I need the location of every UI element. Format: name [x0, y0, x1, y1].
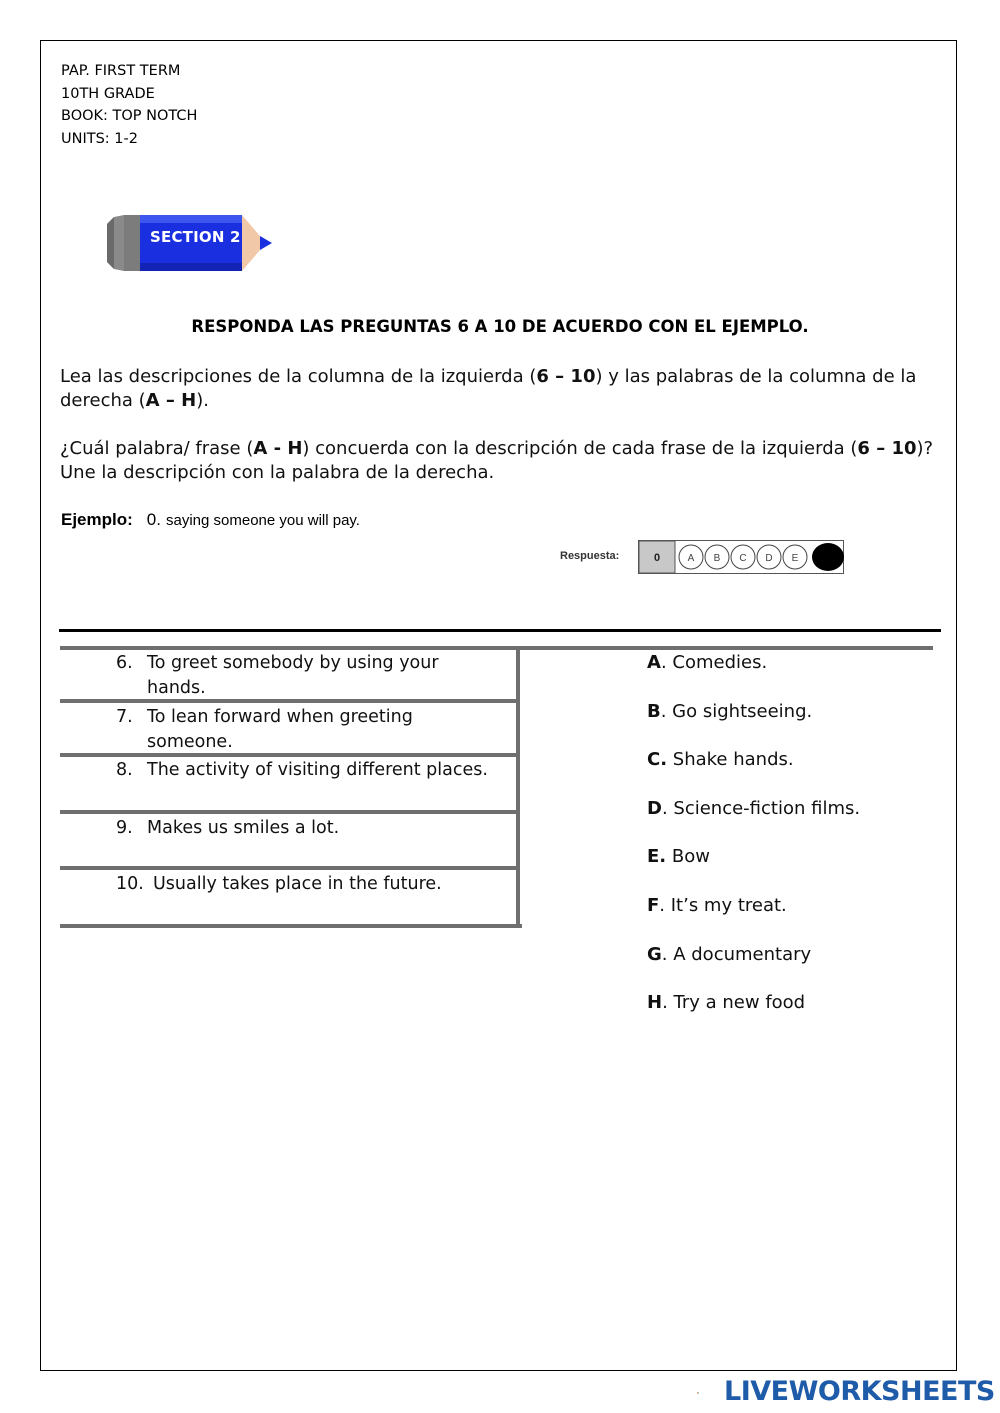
answer-bubble-b — [705, 545, 729, 569]
table-top-rule-right — [520, 646, 933, 650]
para2-text-2: ) concuerda con la descripción de cada frase de la izquierda ( — [302, 438, 858, 459]
option-c — [647, 749, 794, 770]
para2-bold-1: A - H — [253, 438, 303, 459]
answer-bubble-d — [757, 545, 781, 569]
question-item-9 — [116, 816, 501, 841]
para1-text-2: ) y las palabras de la columna de la derecha ( — [60, 366, 917, 411]
option-text: . Comedies. — [660, 652, 768, 673]
option-f — [647, 895, 787, 916]
question-item-8 — [116, 758, 501, 783]
section-label: SECTION 2 — [150, 228, 241, 246]
instruction-paragraph-1 — [60, 365, 940, 413]
instruction-paragraph-2 — [60, 437, 940, 485]
option-text: . Science-fiction films. — [661, 798, 861, 819]
option-letter: D — [647, 798, 662, 819]
question-text: To lean forward when greeting someone. — [147, 707, 413, 752]
question-text: To greet somebody by using your hands. — [147, 653, 439, 698]
answer-bubble-e — [783, 545, 807, 569]
option-text: . Go sightseeing. — [660, 701, 813, 722]
option-text: Shake hands. — [667, 749, 794, 770]
option-d — [647, 798, 860, 819]
option-text: Bow — [666, 846, 710, 867]
option-a — [647, 652, 767, 673]
option-letter: G — [647, 944, 662, 965]
liveworksheets-wordmark: LIVEWORKSHEETS — [724, 1376, 995, 1407]
para2-bold-2: 6 – 10 — [857, 438, 917, 459]
option-letter: H — [647, 992, 663, 1013]
header-units: UNITS: 1-2 — [61, 130, 138, 147]
example-label: Ejemplo: — [61, 510, 133, 529]
svg-text:C: C — [739, 553, 747, 564]
option-letter: B — [647, 701, 661, 722]
header-info — [61, 60, 197, 150]
answer-label: Respuesta: — [560, 550, 620, 562]
option-text: . A documentary — [661, 944, 812, 965]
table-bottom-rule — [60, 924, 522, 928]
option-text: . Try a new food — [662, 992, 806, 1013]
question-number: 7. — [116, 707, 133, 727]
question-text: Makes us smiles a lot. — [147, 818, 340, 838]
answer-bubble-sheet — [638, 540, 844, 574]
option-letter: F — [647, 895, 660, 916]
example-line — [61, 510, 360, 530]
svg-text:B: B — [713, 553, 721, 564]
para1-text-3: ). — [196, 390, 209, 411]
row-separator — [60, 866, 520, 870]
svg-text:E: E — [791, 553, 799, 564]
column-separator — [516, 646, 520, 928]
para1-bold-2: A – H — [145, 390, 197, 411]
para2-text-3: )? Une la descripción con la palabra de la derecha. — [60, 438, 934, 483]
table-top-rule-left — [60, 646, 520, 650]
question-number: 9. — [116, 818, 133, 838]
example-text: saying someone you will pay. — [165, 512, 360, 529]
option-letter: E. — [647, 846, 667, 867]
header-book: BOOK: TOP NOTCH — [61, 108, 198, 124]
question-text: The activity of visiting different places. — [147, 760, 488, 780]
header-grade: 10TH GRADE — [61, 85, 155, 102]
svg-text:A: A — [687, 553, 695, 564]
para1-bold-1: 6 – 10 — [536, 366, 596, 387]
instruction-title: RESPONDA LAS PREGUNTAS 6 A 10 DE ACUERDO CON EL EJEMPLO. — [191, 317, 809, 336]
option-letter: C. — [647, 749, 668, 770]
option-g — [647, 944, 811, 965]
option-h — [647, 992, 805, 1013]
para2-text-1: ¿Cuál palabra/ frase ( — [60, 438, 254, 459]
answer-bubble-a — [679, 545, 703, 569]
option-letter: A — [647, 652, 661, 673]
row-separator — [60, 810, 520, 814]
question-number: 8. — [116, 760, 133, 780]
option-b — [647, 701, 812, 722]
liveworksheets-logo-icon — [697, 1377, 723, 1409]
svg-text:D: D — [765, 553, 773, 564]
question-item-7 — [116, 705, 501, 754]
answer-question-number: 0 — [653, 552, 661, 564]
option-text: . It’s my treat. — [659, 895, 787, 916]
question-number: 6. — [116, 653, 133, 673]
answer-bubble-c — [731, 545, 755, 569]
question-number: 10. — [116, 874, 144, 894]
question-text: Usually takes place in the future. — [153, 874, 442, 894]
example-number: 0. — [146, 510, 161, 529]
question-item-10 — [116, 872, 501, 897]
answer-bubble-filled — [812, 543, 844, 571]
para1-text-1: Lea las descripciones de la columna de la izquierda ( — [60, 366, 537, 387]
option-e — [647, 846, 710, 867]
header-term: PAP. FIRST TERM — [61, 63, 181, 79]
question-item-6 — [116, 651, 501, 700]
section-divider — [59, 629, 941, 632]
